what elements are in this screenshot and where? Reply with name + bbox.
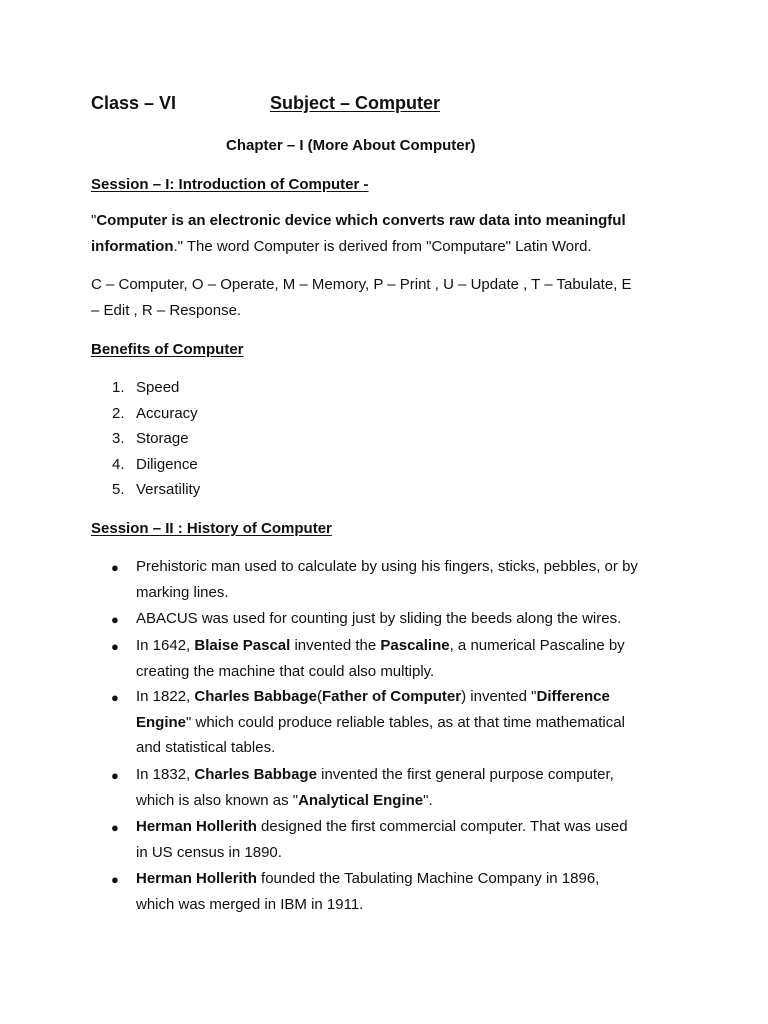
bold-run: Father of Computer (321, 688, 462, 705)
list-item-text: Versatility (136, 481, 201, 498)
bold-run: Herman Hollerith (136, 818, 257, 835)
definition-quote: " (91, 212, 97, 229)
class-label: Class – VI (91, 93, 177, 113)
subject-label: Subject – Computer (270, 93, 441, 113)
definition-rest: ." The word Computer is derived from "Computare" Latin Word. (173, 237, 592, 255)
text-run: In 1832, (136, 766, 195, 783)
bullet-icon: ● (111, 872, 119, 887)
text-line: marking lines. (136, 583, 229, 601)
list-item-text (136, 633, 625, 684)
bullet-icon: ● (111, 560, 119, 575)
text-run: invented the (290, 637, 381, 654)
text-run: which is also known as " (136, 791, 299, 809)
text-line: creating the machine that could also multiply. (136, 662, 435, 680)
definition-bold-line-2: information (91, 237, 174, 255)
definition-bold-line-1: Computer is an electronic device which converts raw data into meaningful (96, 212, 626, 229)
bullet-icon: ● (111, 820, 119, 835)
list-item-text (136, 762, 614, 813)
chapter-title: Chapter – I (More About Computer) (226, 137, 476, 154)
acronym-line-1: C – Computer, O – Operate, M – Memory, P – Print , U – Update , T – Tabulate, E (91, 276, 632, 293)
acronym-line-2: – Edit , R – Response. (91, 301, 242, 319)
list-item-number: 1. (112, 379, 125, 396)
text-run: In 1642, (136, 637, 195, 654)
bold-run: Blaise Pascal (194, 637, 291, 654)
text-run: , a numerical Pascaline by (449, 637, 625, 654)
bold-run: Pascaline (380, 637, 450, 654)
list-item-text: Storage (136, 430, 189, 447)
text-line: Prehistoric man used to calculate by using his fingers, sticks, pebbles, or by (136, 558, 638, 575)
bold-run: Engine (136, 713, 187, 731)
text-run: designed the first commercial computer. That was used (256, 818, 628, 835)
bold-run: Herman Hollerith (136, 870, 257, 887)
text-run: ) invented " (461, 688, 537, 705)
bullet-icon: ● (111, 768, 119, 783)
bullet-icon: ● (111, 639, 119, 654)
list-item-number: 4. (112, 456, 125, 473)
text-run: In 1822, (136, 688, 195, 705)
text-run: ". (423, 791, 433, 809)
text-line: and statistical tables. (136, 739, 276, 756)
bullet-icon: ● (111, 612, 119, 627)
list-item-text: Diligence (136, 456, 198, 473)
benefits-heading: Benefits of Computer (91, 341, 244, 358)
list-item-text (136, 684, 625, 761)
text-run: founded the Tabulating Machine Company in 1896, (256, 870, 600, 887)
text-line: which was merged in IBM in 1911. (136, 895, 364, 913)
list-item-text (136, 866, 599, 917)
list-item-text (136, 814, 628, 865)
bold-run: Charles Babbage (194, 766, 317, 783)
list-item-number: 2. (112, 405, 125, 422)
bold-run: Difference (536, 688, 610, 705)
bullet-icon: ● (111, 690, 119, 705)
computer-definition (91, 208, 626, 259)
bold-run: Charles Babbage (194, 688, 317, 705)
text-line: ABACUS was used for counting just by sliding the beeds along the wires. (136, 610, 622, 627)
list-item-text (136, 606, 621, 632)
text-run: ( (316, 688, 322, 705)
text-run: invented the first general purpose computer, (316, 766, 614, 783)
list-item-text (136, 554, 638, 605)
acronym-paragraph (91, 272, 632, 323)
text-run: " which could produce reliable tables, as at that time mathematical (186, 713, 625, 731)
bold-run: Analytical Engine (298, 791, 424, 809)
session-1-heading: Session – I: Introduction of Computer - (91, 176, 369, 193)
list-item-number: 3. (112, 430, 125, 447)
session-2-heading: Session – II : History of Computer (91, 520, 332, 537)
list-item-text: Speed (136, 379, 180, 396)
list-item-number: 5. (112, 481, 125, 498)
list-item-text: Accuracy (136, 405, 198, 422)
text-line: in US census in 1890. (136, 843, 282, 861)
